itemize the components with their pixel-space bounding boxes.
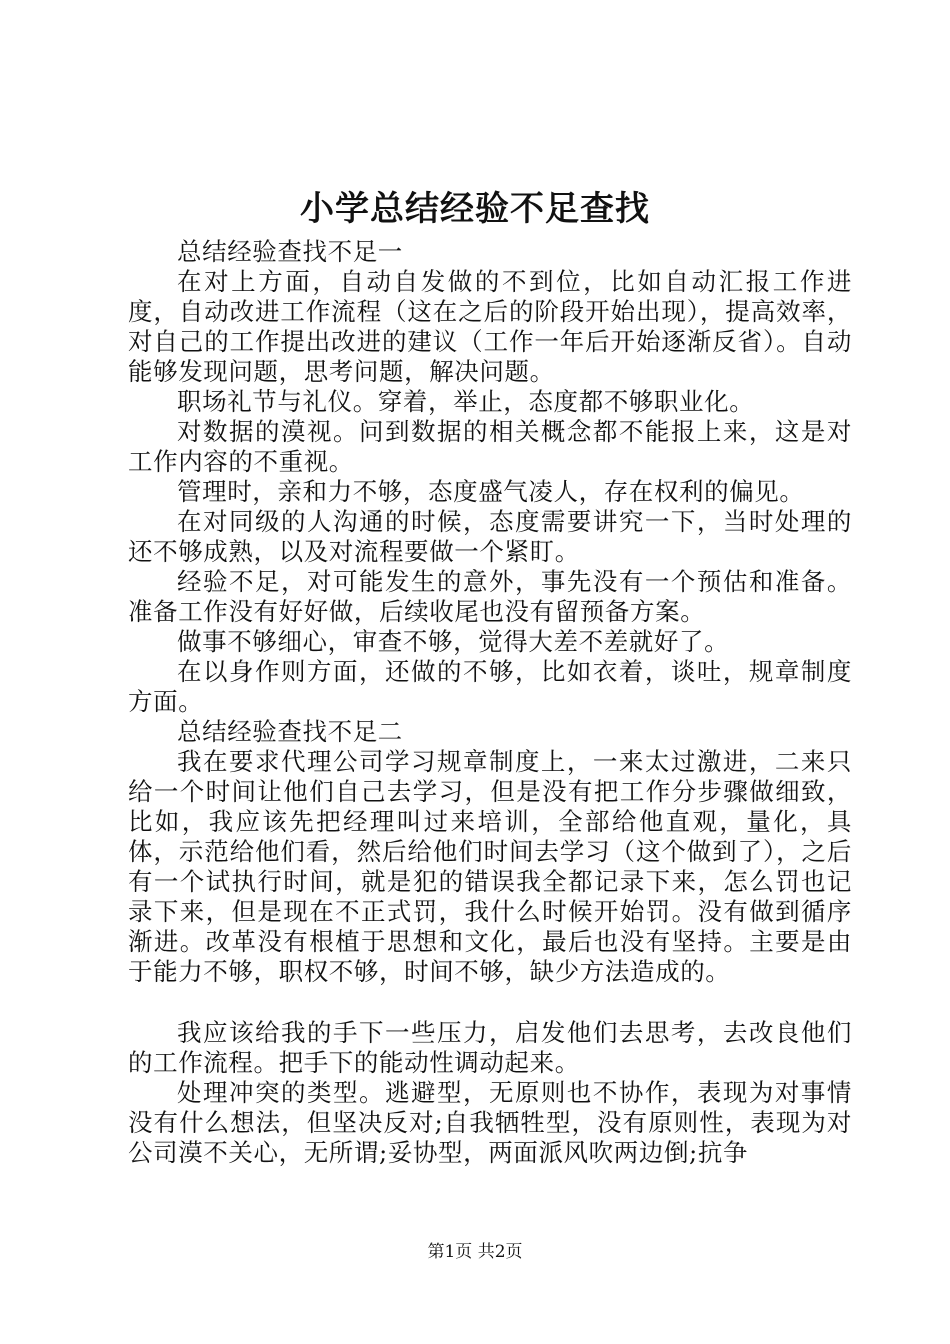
paragraph: 经验不足，对可能发生的意外，事先没有一个预估和准备。准备工作没有好好做，后续收尾也没有留预备方案。 <box>128 567 852 626</box>
page-footer: 第1页 共2页 <box>427 1242 523 1262</box>
paragraph: 职场礼节与礼仪。穿着，举止，态度都不够职业化。 <box>177 387 755 416</box>
paragraph: 我应该给我的手下一些压力，启发他们去思考，去改良他们的工作流程。把手下的能动性调动起来。 <box>128 1018 852 1077</box>
paragraph: 我在要求代理公司学习规章制度上，一来太过激进，二来只给一个时间让他们自己去学习，但是没有把工作分步骤做细致，比如，我应该先把经理叫过来培训，全部给他直观，量化，具体，示范给他们看，然后给他们时间去学习（这个做到了），之后有一个试执行时间，就是犯的错误我全都记录下来，怎么罚也记录下来，但是现在不正式罚，我什么时候开始罚。没有做到循序渐进。改革没有根植于思想和文化，最后也没有坚持。主要是由于能力不够，职权不够，时间不够，缺少方法造成的。 <box>128 747 852 986</box>
paragraph: 管理时，亲和力不够，态度盛气凌人，存在权利的偏见。 <box>177 477 805 506</box>
document-body <box>128 237 852 1168</box>
paragraph: 做事不够细心，审查不够，觉得大差不差就好了。 <box>177 627 730 656</box>
paragraph: 在对上方面，自动自发做的不到位，比如自动汇报工作进度，自动改进工作流程（这在之后的阶段开始出现），提高效率，对自己的工作提出改进的建议（工作一年后开始逐渐反省）。自动能够发现问题，思考问题，解决问题。 <box>128 267 852 386</box>
paragraph: 处理冲突的类型。逃避型，无原则也不协作，表现为对事情没有什么想法，但坚决反对;自我牺牲型，没有原则性，表现为对公司漠不关心，无所谓;妥协型，两面派风吹两边倒;抗争 <box>128 1078 852 1167</box>
section-heading-2: 总结经验查找不足二 <box>177 717 403 746</box>
section-heading-1: 总结经验查找不足一 <box>177 237 403 266</box>
paragraph: 对数据的漠视。问到数据的相关概念都不能报上来，这是对工作内容的不重视。 <box>128 417 852 476</box>
paragraph: 在对同级的人沟通的时候，态度需要讲究一下，当时处理的还不够成熟，以及对流程要做一个紧盯。 <box>128 507 852 566</box>
paragraph: 在以身作则方面，还做的不够，比如衣着，谈吐，规章制度方面。 <box>128 657 852 716</box>
document-title: 小学总结经验不足查找 <box>300 189 650 229</box>
